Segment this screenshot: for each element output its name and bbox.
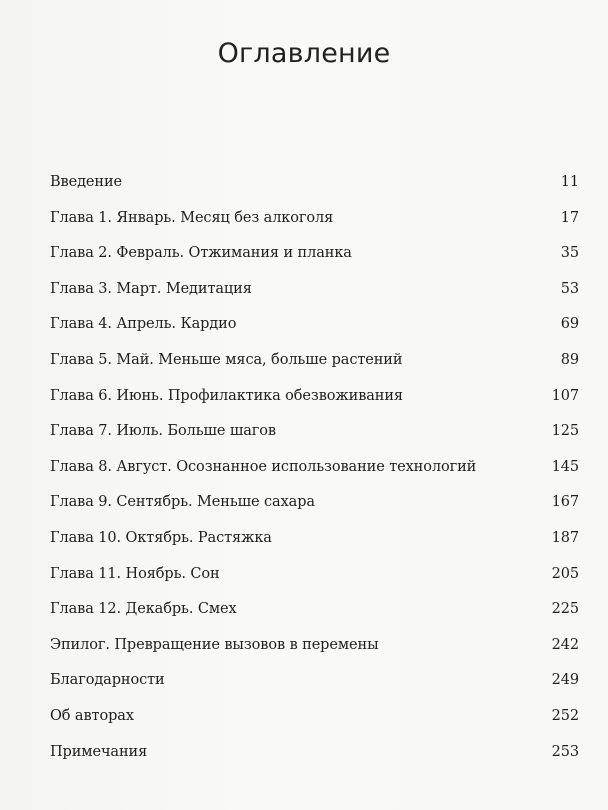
toc-entry-page-number: 205 [551, 565, 579, 582]
toc-entry-title: Глава 5. Май. Меньше мяса, больше растений [50, 351, 403, 368]
toc-entry-introduction[interactable] [50, 170, 579, 206]
toc-entry-page-number: 17 [560, 209, 579, 226]
toc-entry-page-number: 11 [560, 174, 579, 190]
toc-entry-notes[interactable] [50, 740, 579, 776]
toc-entry-acknowledgements[interactable] [50, 668, 579, 704]
toc-entry-title: Благодарности [50, 672, 165, 689]
toc-entry-about-authors[interactable] [50, 704, 579, 740]
toc-entry-title: Глава 2. Февраль. Отжимания и планка [50, 245, 352, 262]
toc-entry-title: Глава 10. Октябрь. Растяжка [50, 529, 272, 546]
table-of-contents [50, 170, 579, 775]
toc-entry-chapter-6[interactable] [50, 384, 579, 420]
toc-entry-page-number: 187 [551, 529, 579, 546]
toc-entry-title: Глава 12. Декабрь. Смех [50, 601, 237, 618]
toc-entry-title: Глава 3. Март. Медитация [50, 280, 252, 297]
page-title: Оглавление [217, 38, 391, 69]
toc-entry-chapter-4[interactable] [50, 312, 579, 348]
toc-entry-title: Глава 6. Июнь. Профилактика обезвоживания [50, 387, 403, 404]
toc-entry-chapter-12[interactable] [50, 597, 579, 633]
toc-entry-title: Эпилог. Превращение вызовов в перемены [50, 636, 379, 653]
toc-entry-title: Глава 9. Сентябрь. Меньше сахара [50, 494, 315, 511]
toc-entry-chapter-11[interactable] [50, 562, 579, 598]
toc-entry-chapter-10[interactable] [50, 526, 579, 562]
toc-entry-chapter-8[interactable] [50, 455, 579, 491]
toc-entry-chapter-5[interactable] [50, 348, 579, 384]
toc-entry-page-number: 249 [551, 672, 579, 689]
toc-entry-page-number: 53 [560, 280, 579, 297]
toc-entry-title: Глава 8. Август. Осознанное использование технологий [50, 458, 477, 475]
toc-entry-chapter-3[interactable] [50, 277, 579, 313]
toc-entry-title: Глава 7. Июль. Больше шагов [50, 423, 276, 440]
toc-entry-page-number: 89 [560, 351, 579, 368]
toc-entry-page-number: 145 [551, 458, 579, 475]
toc-entry-chapter-7[interactable] [50, 419, 579, 455]
toc-entry-chapter-9[interactable] [50, 490, 579, 526]
toc-entry-epilogue[interactable] [50, 633, 579, 669]
toc-entry-page-number: 167 [551, 494, 579, 511]
toc-entry-page-number: 252 [551, 707, 579, 724]
toc-entry-page-number: 242 [551, 636, 579, 653]
toc-entry-chapter-1[interactable] [50, 206, 579, 242]
toc-entry-page-number: 225 [551, 601, 579, 618]
toc-entry-title: Глава 1. Январь. Месяц без алкоголя [50, 209, 334, 226]
toc-entry-title: Глава 11. Ноябрь. Сон [50, 565, 220, 582]
toc-entry-title: Примечания [50, 743, 148, 760]
toc-entry-page-number: 35 [560, 245, 579, 262]
toc-entry-page-number: 107 [551, 387, 579, 404]
toc-entry-page-number: 253 [551, 743, 579, 760]
toc-entry-title: Введение [50, 174, 123, 190]
toc-entry-page-number: 125 [551, 423, 579, 440]
toc-entry-title: Об авторах [50, 707, 134, 724]
toc-entry-title: Глава 4. Апрель. Кардио [50, 316, 237, 333]
toc-entry-chapter-2[interactable] [50, 241, 579, 277]
toc-entry-page-number: 69 [560, 316, 579, 333]
